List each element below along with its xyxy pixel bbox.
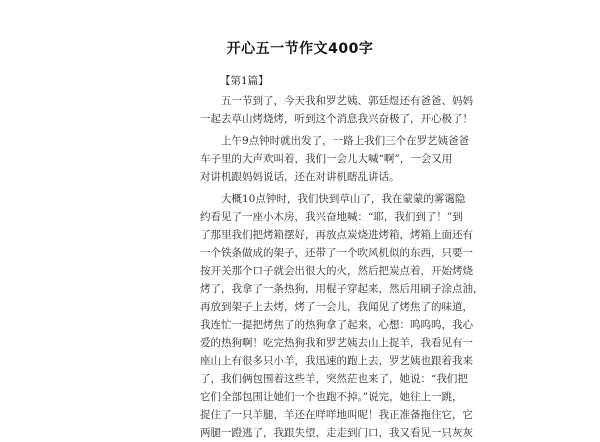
text-line: 爱的热狗啊！吃完热狗我和罗艺姨去山上捉羊，我看见有一 xyxy=(200,337,473,349)
text-line: 上午9点钟时就出发了，一路上我们三个在罗艺姨爸爸 xyxy=(221,135,470,147)
text-line: 捉住了一只羊腿，羊还在咩咩地叫呢！我正准备拖住它，它 xyxy=(200,409,473,421)
text-line: 车子里的大声欢叫着，我们一会儿大喊“啊”，一会又用 xyxy=(200,153,453,165)
section-label: 【第1篇】 xyxy=(220,75,269,87)
text-line: 两腿一蹬逃了，我跟失望，走走到门口，我又看见一只灰灰 xyxy=(200,427,473,439)
text-line: 一起去草山烤烧烤，听到这个消息我兴奋极了，开心极了！ xyxy=(200,113,473,125)
text-line: 按开关那个口子就会出很大的火，然后把炭点着，开始烤烧 xyxy=(200,265,473,277)
text-line: 了，我们俩包围着这些羊，突然茫也来了，她说：“我们把 xyxy=(200,373,468,385)
text-line: 座山上有很多只小羊，我迅速的跑上去，罗艺姨也跟着我来 xyxy=(200,355,473,367)
text-line: 再放到架子上去烤，烤了一会儿，我闻见了烤焦了的味道， xyxy=(200,301,473,313)
text-line: 它们全部包围让她们一个也跑不掉。”说完，她往上一跳， xyxy=(200,391,463,403)
text-line: 大概10点钟时，我们快到草山了，我在蒙蒙的雾霭隐 xyxy=(221,193,466,205)
text-line: 对讲机跟妈妈说话，还在对讲机瞎乱讲话。 xyxy=(200,171,400,183)
essay-body xyxy=(200,92,484,442)
text-line: 我连忙一提把烤焦了的热狗拿了起来，心想：呜呜呜，我心 xyxy=(200,319,473,331)
document-title: 开心五一节作文400字 xyxy=(226,41,374,57)
text-line: 五一节到了，今天我和罗艺姨、郭廷煜还有爸爸、妈妈 xyxy=(221,95,473,107)
text-line: 了那里我们把烤箱摆好，再放点炭烧进烤箱，烤箱上面还有 xyxy=(200,229,473,241)
text-line: 一个铁条做成的架子，还带了一个吹风机似的东西，只要一 xyxy=(200,247,473,259)
text-line: 烤了，我拿了一条热狗，用棍子穿起来，然后用刷子涂点油， xyxy=(200,283,484,295)
text-line: 约看见了一座小木房，我兴奋地喊：“耶，我们到了！”到 xyxy=(200,211,463,223)
